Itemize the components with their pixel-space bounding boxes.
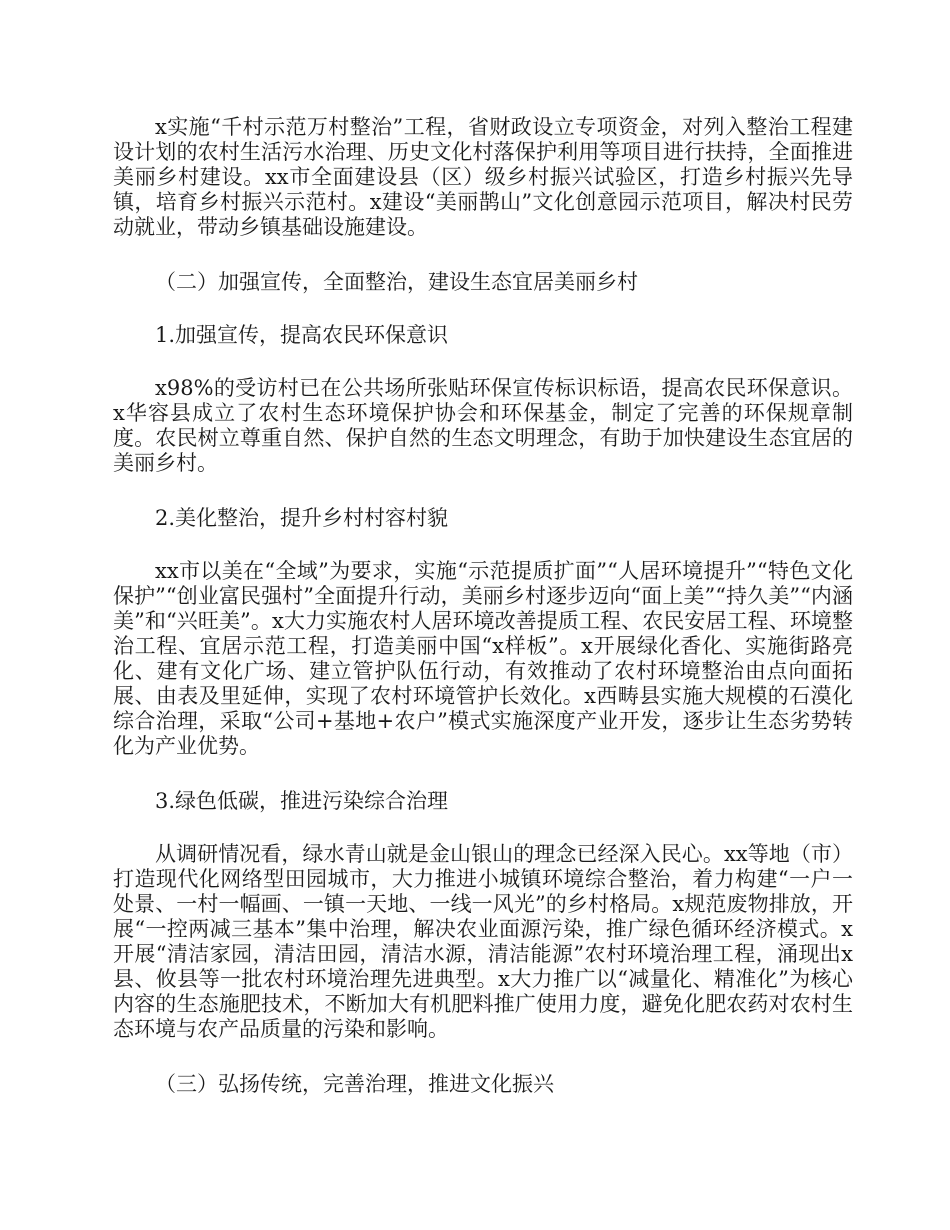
paragraph-environmental-awareness: x98%的受访村已在公共场所张贴环保宣传标识标语，提高农民环保意识。x华容县成立了农村生态环境保护协会和环保基金，制定了完善的环保规章制度。农民树立尊重自然、保护自然的生态文明理念，有助于加快建设生态宜居的美丽乡村。 [113, 376, 853, 475]
spacer [113, 759, 853, 789]
section-heading-2: （二）加强宣传，全面整治，建设生态宜居美丽乡村 [155, 270, 638, 294]
spacer [113, 814, 853, 842]
spacer [113, 476, 853, 506]
spacer [113, 295, 853, 323]
subsection-heading-3: 3.绿色低碳，推进污染综合治理 [155, 789, 449, 813]
paragraph-village-renovation: x实施“千村示范万村整治”工程，省财政设立专项资金，对列入整治工程建设计划的农村生活污水治理、历史文化村落保护利用等项目进行扶持，全面推进美丽乡村建设。xx市全面建设县（区）级乡村振兴试验区，打造乡村振兴先导镇，培育乡村振兴示范村。x建设“美丽鹊山”文化创意园示范项目，解决村民劳动就业，带动乡镇基础设施建设。 [113, 115, 853, 239]
subsection-heading-2: 2.美化整治，提升乡村村容村貌 [155, 506, 449, 530]
paragraph-pollution-control: 从调研情况看，绿水青山就是金山银山的理念已经深入民心。xx等地（市）打造现代化网络型田园城市，大力推进小城镇环境综合整治，着力构建“一户一处景、一村一幅画、一镇一天地、一线一风光”的乡村格局。x规范废物排放，开展“一控两减三基本”集中治理，解决农业面源污染，推广绿色循环经济模式。x开展“清洁家园，清洁田园，清洁水源，清洁能源”农村环境治理工程，涌现出x县、攸县等一批农村环境治理先进典型。x大力推广以“减量化、精准化”为核心内容的生态施肥技术，不断加大有机肥料推广使用力度，避免化肥农药对农村生态环境与农产品质量的污染和影响。 [113, 842, 853, 1041]
spacer [113, 240, 853, 270]
paragraph-village-appearance: xx市以美在“全域”为要求，实施“示范提质扩面”“人居环境提升”“特色文化保护”“创业富民强村”全面提升行动，美丽乡村逐步迈向“面上美”“持久美”“内涵美”和“兴旺美”。x大力实施农村人居环境改善提质工程、农民安居工程、环境整治工程、宜居示范工程，打造美丽中国“x样板”。x开展绿化香化、实施街路亮化、建有文化广场、建立管护队伍行动，有效推动了农村环境整治由点向面拓展、由表及里延伸，实现了农村环境管护长效化。x西畴县实施大规模的石漠化综合治理，采取“公司+基地+农户”模式实施深度产业开发，逐步让生态劣势转化为产业优势。 [113, 559, 853, 758]
document-body [113, 115, 853, 1097]
section-heading-3: （三）弘扬传统，完善治理，推进文化振兴 [155, 1072, 554, 1096]
spacer [113, 531, 853, 559]
subsection-heading-1: 1.加强宣传，提高农民环保意识 [155, 323, 449, 347]
spacer [113, 348, 853, 376]
spacer [113, 1042, 853, 1072]
